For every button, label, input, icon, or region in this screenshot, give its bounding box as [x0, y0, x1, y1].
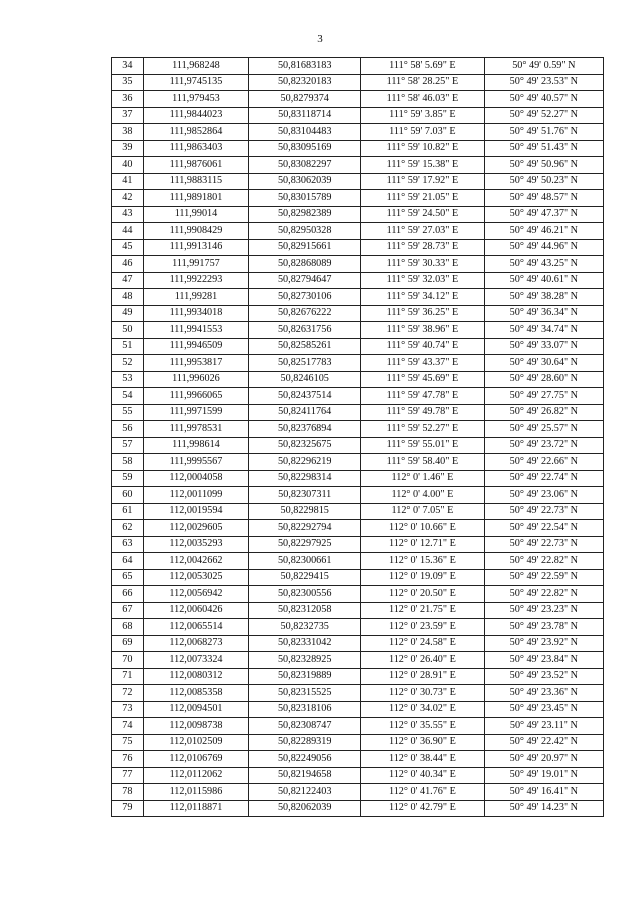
point-number-cell: 61	[112, 503, 144, 520]
longitude-dms-cell: 112° 0' 21.75" E	[361, 602, 485, 619]
table-row	[112, 800, 604, 817]
latitude-decimal-cell: 50,83095169	[249, 140, 361, 157]
longitude-dms-cell: 111° 59' 21.05" E	[361, 190, 485, 207]
table-row	[112, 58, 604, 75]
latitude-dms-cell: 50° 49' 25.57" N	[484, 421, 603, 438]
latitude-decimal-cell: 50,82298314	[249, 470, 361, 487]
latitude-decimal-cell: 50,82631756	[249, 322, 361, 339]
table-row	[112, 74, 604, 91]
longitude-decimal-cell: 111,998614	[143, 437, 249, 454]
point-number-cell: 75	[112, 734, 144, 751]
latitude-dms-cell: 50° 49' 22.59" N	[484, 569, 603, 586]
point-number-cell: 62	[112, 520, 144, 537]
latitude-decimal-cell: 50,82194658	[249, 767, 361, 784]
point-number-cell: 36	[112, 91, 144, 108]
table-row	[112, 536, 604, 553]
latitude-decimal-cell: 50,82730106	[249, 289, 361, 306]
longitude-dms-cell: 111° 59' 38.96" E	[361, 322, 485, 339]
latitude-dms-cell: 50° 49' 22.73" N	[484, 503, 603, 520]
table-row	[112, 157, 604, 174]
point-number-cell: 73	[112, 701, 144, 718]
latitude-decimal-cell: 50,8229815	[249, 503, 361, 520]
table-row	[112, 223, 604, 240]
point-number-cell: 42	[112, 190, 144, 207]
table-row	[112, 140, 604, 157]
longitude-decimal-cell: 112,0106769	[143, 751, 249, 768]
latitude-decimal-cell: 50,82122403	[249, 784, 361, 801]
latitude-dms-cell: 50° 49' 48.57" N	[484, 190, 603, 207]
longitude-decimal-cell: 112,0068273	[143, 635, 249, 652]
longitude-dms-cell: 112° 0' 26.40" E	[361, 652, 485, 669]
latitude-dms-cell: 50° 49' 47.37" N	[484, 206, 603, 223]
latitude-dms-cell: 50° 49' 22.74" N	[484, 470, 603, 487]
point-number-cell: 51	[112, 338, 144, 355]
longitude-dms-cell: 112° 0' 10.66" E	[361, 520, 485, 537]
longitude-decimal-cell: 111,991757	[143, 256, 249, 273]
table-row	[112, 619, 604, 636]
latitude-decimal-cell: 50,8229415	[249, 569, 361, 586]
table-row	[112, 256, 604, 273]
longitude-dms-cell: 111° 59' 10.82" E	[361, 140, 485, 157]
table-row	[112, 173, 604, 190]
point-number-cell: 43	[112, 206, 144, 223]
longitude-dms-cell: 111° 58' 46.03" E	[361, 91, 485, 108]
point-number-cell: 39	[112, 140, 144, 157]
table-row	[112, 553, 604, 570]
latitude-decimal-cell: 50,82517783	[249, 355, 361, 372]
coordinates-table-body	[112, 58, 604, 817]
longitude-dms-cell: 112° 0' 38.44" E	[361, 751, 485, 768]
latitude-dms-cell: 50° 49' 44.96" N	[484, 239, 603, 256]
point-number-cell: 65	[112, 569, 144, 586]
table-row	[112, 107, 604, 124]
table-row	[112, 685, 604, 702]
longitude-decimal-cell: 111,9934018	[143, 305, 249, 322]
longitude-dms-cell: 111° 59' 24.50" E	[361, 206, 485, 223]
latitude-dms-cell: 50° 49' 22.82" N	[484, 586, 603, 603]
point-number-cell: 40	[112, 157, 144, 174]
longitude-dms-cell: 111° 58' 5.69" E	[361, 58, 485, 75]
longitude-dms-cell: 112° 0' 15.36" E	[361, 553, 485, 570]
point-number-cell: 59	[112, 470, 144, 487]
table-row	[112, 388, 604, 405]
latitude-decimal-cell: 50,82376894	[249, 421, 361, 438]
latitude-dms-cell: 50° 49' 23.52" N	[484, 668, 603, 685]
longitude-decimal-cell: 112,0060426	[143, 602, 249, 619]
latitude-dms-cell: 50° 49' 30.64" N	[484, 355, 603, 372]
point-number-cell: 64	[112, 553, 144, 570]
latitude-dms-cell: 50° 49' 46.21" N	[484, 223, 603, 240]
latitude-dms-cell: 50° 49' 23.72" N	[484, 437, 603, 454]
longitude-decimal-cell: 112,0094501	[143, 701, 249, 718]
longitude-decimal-cell: 111,968248	[143, 58, 249, 75]
longitude-dms-cell: 111° 59' 40.74" E	[361, 338, 485, 355]
latitude-dms-cell: 50° 49' 16.41" N	[484, 784, 603, 801]
latitude-decimal-cell: 50,82307311	[249, 487, 361, 504]
longitude-dms-cell: 112° 0' 20.50" E	[361, 586, 485, 603]
latitude-dms-cell: 50° 49' 22.66" N	[484, 454, 603, 471]
longitude-decimal-cell: 111,9908429	[143, 223, 249, 240]
longitude-dms-cell: 111° 59' 52.27" E	[361, 421, 485, 438]
longitude-dms-cell: 111° 59' 7.03" E	[361, 124, 485, 141]
longitude-dms-cell: 111° 59' 3.85" E	[361, 107, 485, 124]
point-number-cell: 45	[112, 239, 144, 256]
longitude-dms-cell: 112° 0' 34.02" E	[361, 701, 485, 718]
point-number-cell: 50	[112, 322, 144, 339]
point-number-cell: 49	[112, 305, 144, 322]
longitude-dms-cell: 112° 0' 35.55" E	[361, 718, 485, 735]
longitude-dms-cell: 111° 59' 47.78" E	[361, 388, 485, 405]
latitude-decimal-cell: 50,83062039	[249, 173, 361, 190]
latitude-dms-cell: 50° 49' 26.82" N	[484, 404, 603, 421]
latitude-decimal-cell: 50,82319889	[249, 668, 361, 685]
latitude-dms-cell: 50° 49' 33.07" N	[484, 338, 603, 355]
longitude-decimal-cell: 111,9883115	[143, 173, 249, 190]
longitude-dms-cell: 111° 59' 55.01" E	[361, 437, 485, 454]
latitude-dms-cell: 50° 49' 22.73" N	[484, 536, 603, 553]
longitude-decimal-cell: 111,979453	[143, 91, 249, 108]
longitude-dms-cell: 112° 0' 40.34" E	[361, 767, 485, 784]
latitude-dms-cell: 50° 49' 22.82" N	[484, 553, 603, 570]
longitude-dms-cell: 111° 59' 27.03" E	[361, 223, 485, 240]
longitude-decimal-cell: 111,9941553	[143, 322, 249, 339]
longitude-decimal-cell: 112,0004058	[143, 470, 249, 487]
table-row	[112, 338, 604, 355]
table-row	[112, 503, 604, 520]
point-number-cell: 37	[112, 107, 144, 124]
longitude-dms-cell: 112° 0' 1.46" E	[361, 470, 485, 487]
latitude-decimal-cell: 50,82794647	[249, 272, 361, 289]
point-number-cell: 68	[112, 619, 144, 636]
table-row	[112, 239, 604, 256]
table-row	[112, 454, 604, 471]
point-number-cell: 44	[112, 223, 144, 240]
table-row	[112, 437, 604, 454]
point-number-cell: 63	[112, 536, 144, 553]
latitude-dms-cell: 50° 49' 52.27" N	[484, 107, 603, 124]
latitude-decimal-cell: 50,82320183	[249, 74, 361, 91]
longitude-dms-cell: 112° 0' 7.05" E	[361, 503, 485, 520]
latitude-decimal-cell: 50,82411764	[249, 404, 361, 421]
table-row	[112, 272, 604, 289]
latitude-decimal-cell: 50,82315525	[249, 685, 361, 702]
latitude-dms-cell: 50° 49' 23.78" N	[484, 619, 603, 636]
point-number-cell: 66	[112, 586, 144, 603]
longitude-dms-cell: 112° 0' 19.09" E	[361, 569, 485, 586]
latitude-decimal-cell: 50,81683183	[249, 58, 361, 75]
latitude-decimal-cell: 50,82300556	[249, 586, 361, 603]
longitude-dms-cell: 111° 59' 49.78" E	[361, 404, 485, 421]
table-row	[112, 355, 604, 372]
latitude-decimal-cell: 50,82289319	[249, 734, 361, 751]
longitude-decimal-cell: 111,9913146	[143, 239, 249, 256]
longitude-decimal-cell: 111,9852864	[143, 124, 249, 141]
latitude-dms-cell: 50° 49' 27.75" N	[484, 388, 603, 405]
longitude-decimal-cell: 112,0053025	[143, 569, 249, 586]
longitude-decimal-cell: 111,9876061	[143, 157, 249, 174]
table-row	[112, 289, 604, 306]
point-number-cell: 53	[112, 371, 144, 388]
latitude-decimal-cell: 50,82318106	[249, 701, 361, 718]
latitude-dms-cell: 50° 49' 23.11" N	[484, 718, 603, 735]
table-row	[112, 701, 604, 718]
longitude-dms-cell: 112° 0' 30.73" E	[361, 685, 485, 702]
latitude-decimal-cell: 50,82868089	[249, 256, 361, 273]
latitude-decimal-cell: 50,82328925	[249, 652, 361, 669]
point-number-cell: 69	[112, 635, 144, 652]
longitude-decimal-cell: 112,0102509	[143, 734, 249, 751]
point-number-cell: 35	[112, 74, 144, 91]
point-number-cell: 38	[112, 124, 144, 141]
latitude-dms-cell: 50° 49' 23.23" N	[484, 602, 603, 619]
longitude-decimal-cell: 111,99281	[143, 289, 249, 306]
longitude-decimal-cell: 112,0073324	[143, 652, 249, 669]
latitude-dms-cell: 50° 49' 28.60" N	[484, 371, 603, 388]
latitude-dms-cell: 50° 49' 51.43" N	[484, 140, 603, 157]
longitude-decimal-cell: 111,9995567	[143, 454, 249, 471]
latitude-decimal-cell: 50,82585261	[249, 338, 361, 355]
longitude-dms-cell: 111° 59' 30.33" E	[361, 256, 485, 273]
table-row	[112, 421, 604, 438]
longitude-dms-cell: 112° 0' 12.71" E	[361, 536, 485, 553]
point-number-cell: 41	[112, 173, 144, 190]
point-number-cell: 46	[112, 256, 144, 273]
point-number-cell: 57	[112, 437, 144, 454]
longitude-dms-cell: 111° 59' 45.69" E	[361, 371, 485, 388]
table-row	[112, 520, 604, 537]
longitude-dms-cell: 112° 0' 24.58" E	[361, 635, 485, 652]
table-row	[112, 668, 604, 685]
longitude-dms-cell: 112° 0' 28.91" E	[361, 668, 485, 685]
longitude-decimal-cell: 111,9922293	[143, 272, 249, 289]
table-row	[112, 206, 604, 223]
latitude-dms-cell: 50° 49' 19.01" N	[484, 767, 603, 784]
point-number-cell: 76	[112, 751, 144, 768]
table-row	[112, 305, 604, 322]
longitude-decimal-cell: 112,0065514	[143, 619, 249, 636]
latitude-dms-cell: 50° 49' 23.92" N	[484, 635, 603, 652]
table-row	[112, 767, 604, 784]
table-row	[112, 602, 604, 619]
longitude-dms-cell: 111° 59' 17.92" E	[361, 173, 485, 190]
point-number-cell: 34	[112, 58, 144, 75]
longitude-decimal-cell: 111,99014	[143, 206, 249, 223]
latitude-dms-cell: 50° 49' 50.96" N	[484, 157, 603, 174]
table-row	[112, 734, 604, 751]
table-row	[112, 569, 604, 586]
longitude-dms-cell: 112° 0' 4.00" E	[361, 487, 485, 504]
longitude-decimal-cell: 112,0035293	[143, 536, 249, 553]
longitude-decimal-cell: 112,0112062	[143, 767, 249, 784]
latitude-decimal-cell: 50,82950328	[249, 223, 361, 240]
latitude-dms-cell: 50° 49' 51.76" N	[484, 124, 603, 141]
table-row	[112, 635, 604, 652]
latitude-dms-cell: 50° 49' 38.28" N	[484, 289, 603, 306]
longitude-dms-cell: 111° 59' 15.38" E	[361, 157, 485, 174]
longitude-decimal-cell: 111,9971599	[143, 404, 249, 421]
longitude-decimal-cell: 112,0042662	[143, 553, 249, 570]
latitude-dms-cell: 50° 49' 23.36" N	[484, 685, 603, 702]
latitude-decimal-cell: 50,83104483	[249, 124, 361, 141]
latitude-dms-cell: 50° 49' 23.45" N	[484, 701, 603, 718]
latitude-dms-cell: 50° 49' 40.57" N	[484, 91, 603, 108]
table-row	[112, 91, 604, 108]
point-number-cell: 56	[112, 421, 144, 438]
latitude-decimal-cell: 50,82331042	[249, 635, 361, 652]
point-number-cell: 48	[112, 289, 144, 306]
page-number: 3	[317, 33, 323, 45]
table-row	[112, 470, 604, 487]
latitude-decimal-cell: 50,82297925	[249, 536, 361, 553]
point-number-cell: 60	[112, 487, 144, 504]
latitude-dms-cell: 50° 49' 36.34" N	[484, 305, 603, 322]
table-row	[112, 190, 604, 207]
latitude-decimal-cell: 50,83118714	[249, 107, 361, 124]
table-row	[112, 586, 604, 603]
point-number-cell: 58	[112, 454, 144, 471]
longitude-dms-cell: 111° 59' 43.37" E	[361, 355, 485, 372]
longitude-decimal-cell: 112,0085358	[143, 685, 249, 702]
point-number-cell: 47	[112, 272, 144, 289]
longitude-decimal-cell: 112,0056942	[143, 586, 249, 603]
table-row	[112, 322, 604, 339]
latitude-decimal-cell: 50,8279374	[249, 91, 361, 108]
latitude-dms-cell: 50° 49' 43.25" N	[484, 256, 603, 273]
table-row	[112, 718, 604, 735]
longitude-dms-cell: 111° 59' 32.03" E	[361, 272, 485, 289]
point-number-cell: 72	[112, 685, 144, 702]
table-row	[112, 652, 604, 669]
latitude-dms-cell: 50° 49' 50.23" N	[484, 173, 603, 190]
longitude-dms-cell: 112° 0' 23.59" E	[361, 619, 485, 636]
longitude-dms-cell: 111° 58' 28.25" E	[361, 74, 485, 91]
longitude-decimal-cell: 111,9891801	[143, 190, 249, 207]
latitude-decimal-cell: 50,8246105	[249, 371, 361, 388]
point-number-cell: 55	[112, 404, 144, 421]
latitude-dms-cell: 50° 49' 22.42" N	[484, 734, 603, 751]
latitude-decimal-cell: 50,82296219	[249, 454, 361, 471]
table-row	[112, 784, 604, 801]
longitude-dms-cell: 111° 59' 34.12" E	[361, 289, 485, 306]
point-number-cell: 78	[112, 784, 144, 801]
latitude-dms-cell: 50° 49' 40.61" N	[484, 272, 603, 289]
longitude-dms-cell: 111° 59' 58.40" E	[361, 454, 485, 471]
latitude-decimal-cell: 50,82300661	[249, 553, 361, 570]
longitude-dms-cell: 112° 0' 41.76" E	[361, 784, 485, 801]
longitude-decimal-cell: 112,0098738	[143, 718, 249, 735]
latitude-decimal-cell: 50,83082297	[249, 157, 361, 174]
latitude-dms-cell: 50° 49' 34.74" N	[484, 322, 603, 339]
longitude-decimal-cell: 112,0115986	[143, 784, 249, 801]
longitude-decimal-cell: 111,9863403	[143, 140, 249, 157]
table-row	[112, 124, 604, 141]
point-number-cell: 74	[112, 718, 144, 735]
latitude-dms-cell: 50° 49' 14.23" N	[484, 800, 603, 817]
latitude-dms-cell: 50° 49' 0.59" N	[484, 58, 603, 75]
point-number-cell: 71	[112, 668, 144, 685]
longitude-decimal-cell: 112,0019594	[143, 503, 249, 520]
latitude-decimal-cell: 50,82915661	[249, 239, 361, 256]
latitude-decimal-cell: 50,82292794	[249, 520, 361, 537]
longitude-decimal-cell: 111,9978531	[143, 421, 249, 438]
point-number-cell: 77	[112, 767, 144, 784]
longitude-decimal-cell: 112,0029605	[143, 520, 249, 537]
longitude-decimal-cell: 111,9953817	[143, 355, 249, 372]
longitude-decimal-cell: 112,0118871	[143, 800, 249, 817]
longitude-dms-cell: 112° 0' 36.90" E	[361, 734, 485, 751]
latitude-decimal-cell: 50,82437514	[249, 388, 361, 405]
latitude-decimal-cell: 50,82062039	[249, 800, 361, 817]
longitude-decimal-cell: 111,9946509	[143, 338, 249, 355]
longitude-decimal-cell: 111,9966065	[143, 388, 249, 405]
longitude-decimal-cell: 111,9745135	[143, 74, 249, 91]
table-row	[112, 751, 604, 768]
coordinates-table	[111, 57, 604, 817]
latitude-decimal-cell: 50,82312058	[249, 602, 361, 619]
latitude-decimal-cell: 50,82982389	[249, 206, 361, 223]
point-number-cell: 67	[112, 602, 144, 619]
latitude-decimal-cell: 50,82325675	[249, 437, 361, 454]
table-row	[112, 371, 604, 388]
latitude-decimal-cell: 50,8232735	[249, 619, 361, 636]
longitude-dms-cell: 111° 59' 28.73" E	[361, 239, 485, 256]
point-number-cell: 79	[112, 800, 144, 817]
latitude-decimal-cell: 50,82308747	[249, 718, 361, 735]
point-number-cell: 52	[112, 355, 144, 372]
longitude-decimal-cell: 111,9844023	[143, 107, 249, 124]
latitude-dms-cell: 50° 49' 20.97" N	[484, 751, 603, 768]
longitude-decimal-cell: 112,0011099	[143, 487, 249, 504]
latitude-dms-cell: 50° 49' 22.54" N	[484, 520, 603, 537]
longitude-dms-cell: 112° 0' 42.79" E	[361, 800, 485, 817]
latitude-decimal-cell: 50,83015789	[249, 190, 361, 207]
longitude-dms-cell: 111° 59' 36.25" E	[361, 305, 485, 322]
table-row	[112, 487, 604, 504]
longitude-decimal-cell: 112,0080312	[143, 668, 249, 685]
point-number-cell: 70	[112, 652, 144, 669]
latitude-dms-cell: 50° 49' 23.84" N	[484, 652, 603, 669]
table-row	[112, 404, 604, 421]
latitude-decimal-cell: 50,82676222	[249, 305, 361, 322]
latitude-decimal-cell: 50,82249056	[249, 751, 361, 768]
latitude-dms-cell: 50° 49' 23.53" N	[484, 74, 603, 91]
point-number-cell: 54	[112, 388, 144, 405]
latitude-dms-cell: 50° 49' 23.06" N	[484, 487, 603, 504]
longitude-decimal-cell: 111,996026	[143, 371, 249, 388]
